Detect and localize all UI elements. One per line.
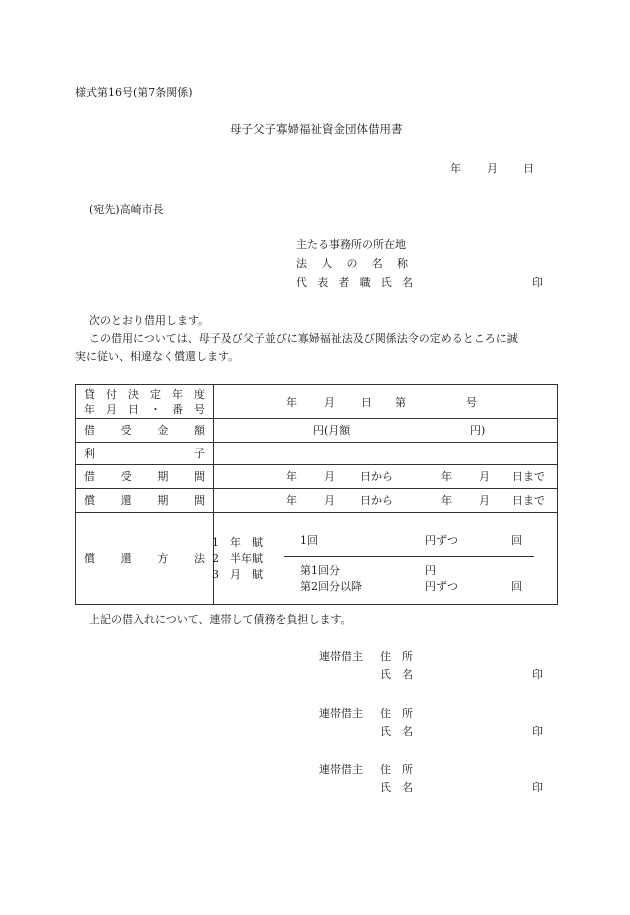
divider-line <box>284 556 534 557</box>
char: ・ <box>150 403 161 416</box>
char: 間 <box>193 470 205 483</box>
guarantor-role: 連帯借主 <box>319 763 363 776</box>
year-label: 年 <box>286 494 297 507</box>
month-label: 月 <box>479 494 490 507</box>
interest-label <box>84 448 205 459</box>
applicant-seal-mark: 印 <box>532 276 543 289</box>
table-row-interest <box>76 443 558 465</box>
guarantor-seal-mark: 印 <box>532 725 543 738</box>
char: 期 <box>157 494 169 507</box>
yen-label: 円 <box>425 564 436 577</box>
guarantor-address-label: 住 所 <box>380 650 413 663</box>
table-row-repayment-method <box>76 513 558 605</box>
char: 法 <box>296 257 307 270</box>
option-annual[interactable]: 1 年 賦 <box>212 536 263 549</box>
char: 借 <box>84 424 95 437</box>
char: 名 <box>371 257 383 270</box>
times-label: 回 <box>511 534 522 547</box>
label-cell <box>76 465 214 489</box>
char: 還 <box>120 494 132 507</box>
guarantor-role: 連帯借主 <box>319 650 363 663</box>
char: 職 <box>359 276 371 289</box>
until-label: 日まで <box>512 470 545 483</box>
once-label: 1回 <box>300 534 318 547</box>
times-label: 回 <box>511 580 522 593</box>
per-installment-label: 円ずつ <box>425 534 458 547</box>
repayment-period-cell[interactable] <box>214 489 558 513</box>
second-installment-label: 第2回分以降 <box>300 580 362 593</box>
char: 代 <box>296 276 307 289</box>
month-label: 月 <box>324 396 335 409</box>
char: 日 <box>128 403 139 416</box>
char: 月 <box>106 403 117 416</box>
option-monthly[interactable]: 3 月 賦 <box>212 568 263 581</box>
label-cell <box>76 419 214 443</box>
interest-cell[interactable] <box>214 443 558 465</box>
loan-period-label <box>84 471 205 482</box>
loan-details-table <box>75 384 558 605</box>
char: 者 <box>338 276 350 289</box>
office-address-label: 主たる事務所の所在地 <box>296 238 406 251</box>
year-label: 年 <box>441 494 452 507</box>
decision-value-cell[interactable] <box>214 385 558 419</box>
char: の <box>346 257 358 270</box>
repayment-period-label <box>84 495 205 506</box>
char: 年 <box>84 403 95 416</box>
char: 期 <box>157 470 169 483</box>
addressee: (宛先)高崎市長 <box>89 203 164 216</box>
char: 貸 <box>84 388 95 401</box>
yen-close-label: 円) <box>470 424 486 437</box>
repayment-method-label <box>84 553 205 564</box>
guarantor-name-label: 氏 名 <box>380 668 413 681</box>
label-cell <box>76 513 214 605</box>
char: 償 <box>84 494 95 507</box>
number-suffix-label: 号 <box>466 396 477 409</box>
char: 度 <box>194 388 205 401</box>
table-row-loan-period <box>76 465 558 489</box>
loan-period-cell[interactable] <box>214 465 558 489</box>
number-prefix-label: 第 <box>395 396 406 409</box>
date-month-label: 月 <box>487 162 498 175</box>
char: 称 <box>397 257 408 270</box>
joint-liability-statement: 上記の借入れについて、連帯して債務を負担します。 <box>89 613 352 626</box>
char: 還 <box>120 552 132 565</box>
decision-label-bottom <box>84 404 205 415</box>
label-cell <box>76 385 214 419</box>
per-installment-label: 円ずつ <box>425 580 458 593</box>
option-semiannual[interactable]: 2 半年賦 <box>212 552 263 565</box>
year-label: 年 <box>441 470 452 483</box>
decision-label-top <box>84 389 205 400</box>
char: 金 <box>157 424 169 437</box>
char: 借 <box>84 470 95 483</box>
char: 利 <box>84 447 95 460</box>
guarantor-address-label: 住 所 <box>380 707 413 720</box>
char: 償 <box>84 552 95 565</box>
char: 方 <box>157 552 169 565</box>
repayment-method-cell[interactable] <box>214 513 558 605</box>
first-installment-label: 第1回分 <box>300 564 340 577</box>
table-row-loan-amount <box>76 419 558 443</box>
char: 付 <box>106 388 117 401</box>
char: 号 <box>194 403 205 416</box>
table-row-repayment-period <box>76 489 558 513</box>
char: 番 <box>172 403 183 416</box>
guarantor-role: 連帯借主 <box>319 707 363 720</box>
month-label: 月 <box>479 470 490 483</box>
guarantor-address-label: 住 所 <box>380 763 413 776</box>
representative-name-label <box>296 277 413 288</box>
char: 法 <box>193 552 205 565</box>
loan-amount-cell[interactable] <box>214 419 558 443</box>
loan-amount-label <box>84 425 205 436</box>
char: 定 <box>150 388 161 401</box>
char: 子 <box>194 447 205 460</box>
form-number: 様式第16号(第7条関係) <box>75 86 193 99</box>
yen-monthly-label: 円(月額 <box>313 424 351 437</box>
label-cell <box>76 489 214 513</box>
body-line-2: この借用については、母子及び父子並びに寡婦福祉法及び関係法令の定めるところに誠 <box>89 332 518 345</box>
char: 表 <box>317 276 329 289</box>
char: 人 <box>321 257 333 270</box>
until-label: 日まで <box>512 494 545 507</box>
date-day-label: 日 <box>523 162 534 175</box>
date-year-label: 年 <box>450 162 461 175</box>
char: 氏 <box>380 276 392 289</box>
char: 年 <box>172 388 183 401</box>
char: 受 <box>120 470 132 483</box>
from-label: 日から <box>360 470 393 483</box>
from-label: 日から <box>360 494 393 507</box>
document-title: 母子父子寡婦福祉資金団体借用書 <box>230 122 403 136</box>
body-line-3: 実に従い、相違なく償還します。 <box>75 350 240 363</box>
guarantor-seal-mark: 印 <box>532 781 543 794</box>
label-cell <box>76 443 214 465</box>
guarantor-name-label: 氏 名 <box>380 725 413 738</box>
corporation-name-label <box>296 258 408 269</box>
char: 受 <box>120 424 132 437</box>
char: 間 <box>193 494 205 507</box>
body-line-1: 次のとおり借用します。 <box>89 314 210 327</box>
table-row-decision <box>76 385 558 419</box>
guarantor-seal-mark: 印 <box>532 668 543 681</box>
month-label: 月 <box>324 470 335 483</box>
char: 額 <box>193 424 205 437</box>
year-label: 年 <box>286 396 297 409</box>
char: 名 <box>401 276 413 289</box>
char: 決 <box>128 388 139 401</box>
year-label: 年 <box>286 470 297 483</box>
guarantor-name-label: 氏 名 <box>380 781 413 794</box>
month-label: 月 <box>324 494 335 507</box>
day-label: 日 <box>361 396 372 409</box>
